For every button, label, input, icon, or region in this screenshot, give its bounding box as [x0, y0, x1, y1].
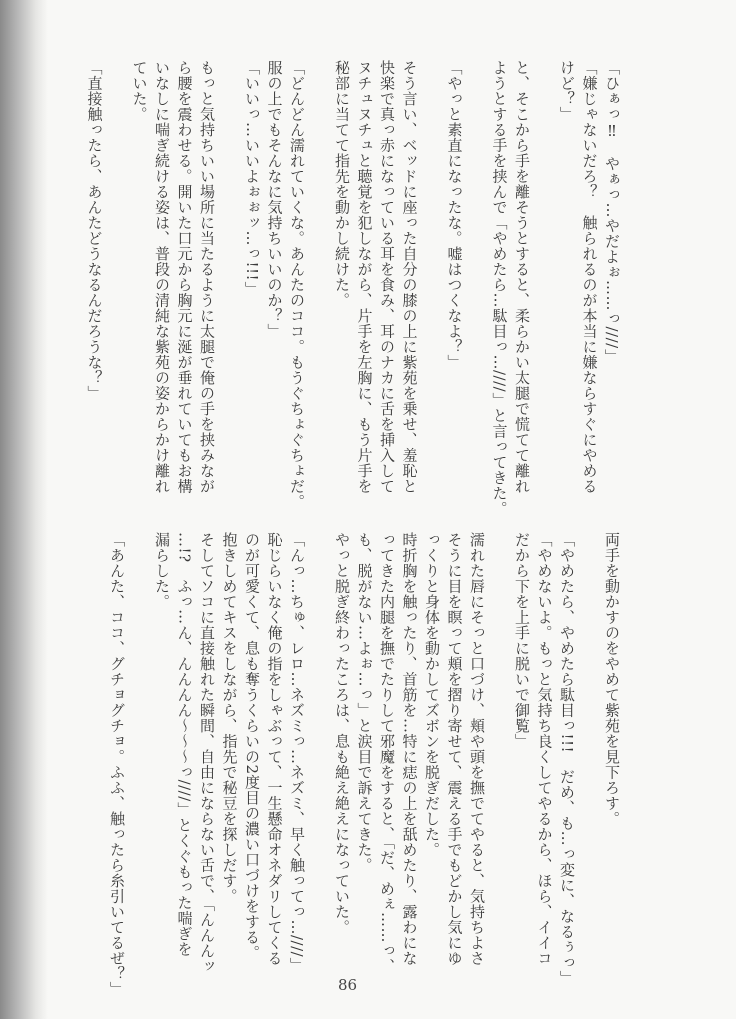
text-line: ら腰を震わせる。開いた口元から胸元に涎が垂れていてもお構 [175, 60, 194, 494]
text-line: 「いいっ…いいよぉぉッ…っ!!!」 [243, 60, 261, 297]
text-line: 「どんどん濡れていくな。あんたのココ。もうぐちょぐちょだ。 [288, 60, 306, 510]
text-line: やっと脱ぎ終わったころは、息も絶え絶えになっていた。 [333, 532, 351, 935]
blank-line [218, 60, 241, 490]
text-line: ていた。 [130, 60, 149, 122]
text-line: 「あんた、ココ、グチョグチョ。ふふ、触ったら糸引いてるぜ？」 [108, 532, 126, 997]
text-line: 「嫌じゃないだろ？ 触られるのが本当に嫌ならすぐにやめる [580, 60, 599, 494]
blank-line [488, 532, 511, 952]
text-line: 「ひぁっ‼ やぁっ…やだよぉ……っ////」 [603, 60, 621, 365]
text-line: 漏らした。 [153, 532, 171, 610]
page-number: 86 [338, 976, 358, 994]
text-line: もっと気持ちいい場所に当たるように太腿で俺の手を挟みなが [198, 60, 216, 494]
blank-line [106, 60, 129, 490]
text-line: も、脱がない…よぉ…っ」と涙目で訴えてきた。 [355, 532, 374, 873]
text-line: 「やめたら、やめたら駄目っ!!! だめ、も…っ変に、なるぅっ」 [558, 532, 576, 986]
text-line: 両手を動かすのをやめて紫苑を見下ろす。 [603, 532, 621, 827]
blank-line [308, 532, 331, 952]
text-line: ヌチュヌチュと聴覚を犯しながら、片手を左胸に、もう片手を [355, 60, 374, 494]
text-line: 濡れた唇にそっと口づけ、頬や頭を撫でてやると、気持ちよさ [468, 532, 486, 966]
text-line: そうに目を瞑って頬を摺り寄せて、震える手でもどかし気にゆ [445, 532, 464, 966]
text-line: 服の上でもそんなに気持ちいいのか？」 [265, 60, 284, 339]
text-line: そしてソコに直接触れた瞬間、自由にならない舌で、「んんんッ [198, 532, 216, 974]
text-line: のが可愛くて、息も奪うくらいの2度目の濃い口づけをする。 [243, 532, 261, 961]
text-line: ってきた内腿を撫でたりして邪魔をすると、「だ、めぇ……っ、 [378, 532, 396, 974]
text-line: 「やめないよ。もっと気持ち良くしてやるから、ほら、イイコ [535, 532, 554, 966]
text-line: 「やっと素直になったな。嘘はつくなよ？」 [445, 60, 464, 370]
text-line: 抱きしめてキスをしながら、指先で秘豆を探しだす。 [220, 532, 239, 904]
text-line: けど？」 [558, 60, 576, 122]
blank-line [466, 60, 489, 490]
text-line: …!? ふっ…ん、んんんん〜〜〜っ////」とくぐもった喘ぎを [175, 532, 194, 957]
text-line: 「んっ…ちゅ、レロ…ネズミっ…ネズミ、早く触ってっ…////」 [288, 532, 306, 973]
binding-shadow [0, 0, 48, 1019]
text-line: と、そこから手を離そうとすると、柔らかい太腿で慌てて離れ [513, 60, 531, 494]
blank-line [128, 532, 151, 952]
text-line: っくりと身体を動かしてズボンを脱ぎだした。 [423, 532, 441, 858]
text-line: 時折胸を触ったり、首筋を…特に痣の上を舐めたり、露わにな [400, 532, 419, 966]
blank-line [308, 60, 331, 490]
text-line: だから下を上手に脱いで御覧」 [513, 532, 531, 749]
text-line: 秘部に当てて指先を動かし続けた。 [333, 60, 351, 308]
text-line: そう言い、ベッドに座った自分の膝の上に紫苑を乗せ、羞恥と [400, 60, 419, 494]
text-line: 恥じらいなく俺の指をしゃぶって、一生懸命オネダリしてくる [265, 532, 284, 966]
top-text-block [83, 60, 623, 517]
blank-line [578, 532, 601, 952]
text-line: 「直接触ったら、あんたどうなるんだろうな？」 [85, 60, 104, 401]
blank-line [421, 60, 444, 490]
text-line: ようとする手を挟んで「やめたら…駄目っ…////」と言ってきた。 [490, 60, 509, 517]
blank-line [533, 60, 556, 490]
text-line: いなしに喘ぎ続ける姿は、普段の清純な紫苑の姿からかけ離れ [153, 60, 171, 494]
text-line: 快楽で真っ赤になっている耳を食み、耳のナカに舌を挿入して [378, 60, 396, 494]
